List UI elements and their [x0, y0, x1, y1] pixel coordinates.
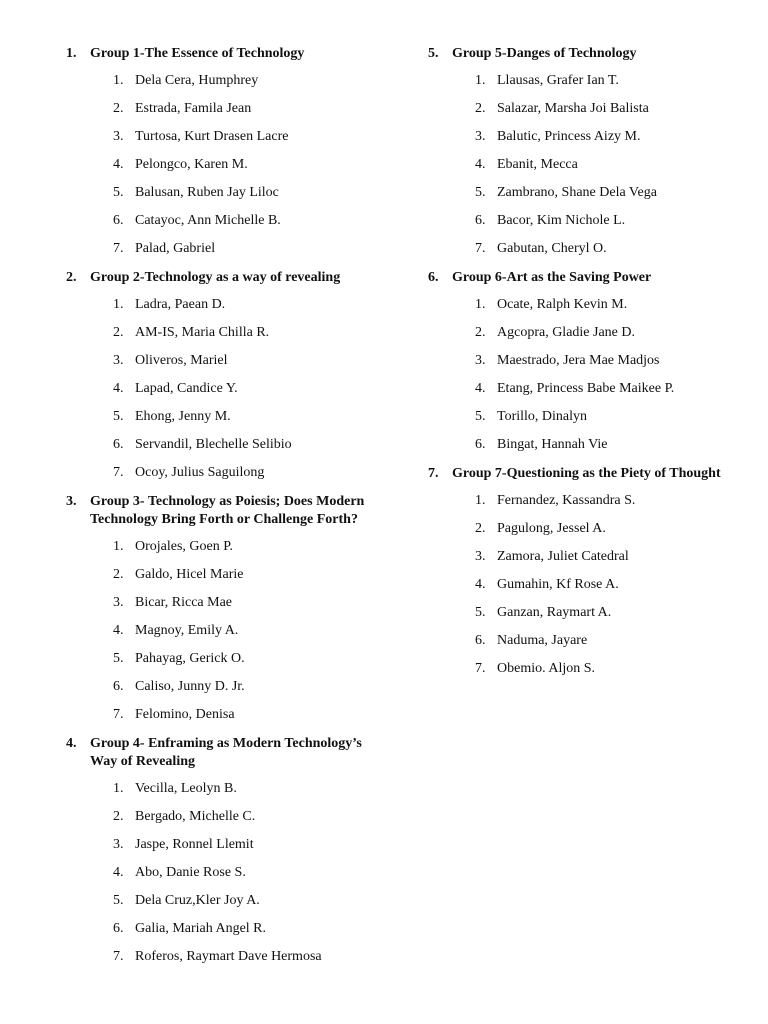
member-number: 6. [113, 437, 124, 452]
member-item [66, 678, 386, 706]
group-section [428, 268, 748, 464]
member-name: Orojales, Goen P. [135, 539, 233, 554]
group-section [428, 464, 748, 688]
group-number: 4. [66, 736, 77, 751]
member-item [66, 408, 386, 436]
member-number: 3. [475, 129, 486, 144]
member-item [66, 100, 386, 128]
member-list [66, 538, 386, 734]
member-number: 6. [475, 213, 486, 228]
member-item [66, 324, 386, 352]
member-name: Jaspe, Ronnel Llemit [135, 837, 254, 852]
member-item [66, 128, 386, 156]
member-name: Balutic, Princess Aizy M. [497, 129, 641, 144]
member-number: 7. [113, 949, 124, 964]
member-item [66, 352, 386, 380]
member-item [428, 436, 748, 464]
member-number: 5. [113, 409, 124, 424]
member-number: 4. [113, 157, 124, 172]
member-number: 7. [113, 465, 124, 480]
group-heading [428, 464, 748, 492]
member-number: 1. [113, 781, 124, 796]
member-number: 3. [475, 549, 486, 564]
member-number: 1. [113, 73, 124, 88]
member-name: Vecilla, Leolyn B. [135, 781, 237, 796]
member-item [66, 594, 386, 622]
member-item [428, 72, 748, 100]
member-item [428, 632, 748, 660]
group-title: Group 3- Technology as Poiesis; Does Modern Technology Bring Forth or Challenge Forth? [90, 494, 365, 527]
member-item [66, 566, 386, 594]
member-name: Pelongco, Karen M. [135, 157, 248, 172]
member-number: 2. [475, 521, 486, 536]
member-name: Caliso, Junny D. Jr. [135, 679, 245, 694]
member-number: 4. [113, 381, 124, 396]
member-number: 7. [475, 241, 486, 256]
member-item [428, 660, 748, 688]
member-name: Bergado, Michelle C. [135, 809, 256, 824]
group-heading [66, 44, 386, 72]
member-number: 3. [113, 595, 124, 610]
member-name: Bingat, Hannah Vie [497, 437, 608, 452]
member-name: Dela Cera, Humphrey [135, 73, 259, 88]
member-number: 2. [475, 101, 486, 116]
member-name: Ocoy, Julius Saguilong [135, 465, 265, 480]
member-number: 2. [475, 325, 486, 340]
member-item [428, 296, 748, 324]
member-item [66, 836, 386, 864]
member-item [428, 184, 748, 212]
member-name: Salazar, Marsha Joi Balista [497, 101, 649, 116]
group-heading [428, 268, 748, 296]
member-name: Lapad, Candice Y. [135, 381, 238, 396]
member-number: 6. [113, 213, 124, 228]
left-column [66, 44, 386, 976]
member-name: Ocate, Ralph Kevin M. [497, 297, 628, 312]
member-name: Abo, Danie Rose S. [135, 865, 246, 880]
member-name: Zambrano, Shane Dela Vega [497, 185, 657, 200]
member-name: Fernandez, Kassandra S. [497, 493, 636, 508]
group-title: Group 1-The Essence of Technology [90, 46, 305, 61]
member-name: Torillo, Dinalyn [497, 409, 588, 424]
member-item [428, 156, 748, 184]
member-name: Bicar, Ricca Mae [135, 595, 233, 610]
group-title: Group 2-Technology as a way of revealing [90, 270, 341, 285]
member-list [428, 296, 748, 464]
member-name: Etang, Princess Babe Maikee P. [497, 381, 675, 396]
member-number: 5. [113, 893, 124, 908]
member-item [66, 808, 386, 836]
group-section [66, 492, 386, 734]
member-name: Zamora, Juliet Catedral [497, 549, 629, 564]
member-number: 4. [113, 623, 124, 638]
member-name: Pahayag, Gerick O. [135, 651, 245, 666]
member-name: Balusan, Ruben Jay Liloc [135, 185, 279, 200]
member-number: 6. [113, 679, 124, 694]
member-name: Obemio. Aljon S. [497, 661, 596, 676]
member-number: 7. [113, 241, 124, 256]
member-item [66, 212, 386, 240]
member-name: Ebanit, Mecca [497, 157, 578, 172]
group-section [428, 44, 748, 268]
member-number: 5. [475, 185, 486, 200]
member-name: Galdo, Hicel Marie [135, 567, 244, 582]
group-title: Group 6-Art as the Saving Power [452, 270, 652, 285]
member-list [66, 780, 386, 976]
member-number: 2. [113, 567, 124, 582]
member-number: 3. [113, 837, 124, 852]
member-item [66, 156, 386, 184]
member-number: 5. [113, 651, 124, 666]
group-number: 7. [428, 466, 439, 481]
member-number: 5. [475, 409, 486, 424]
member-name: AM-IS, Maria Chilla R. [135, 325, 270, 340]
member-name: Catayoc, Ann Michelle B. [135, 213, 281, 228]
member-number: 6. [475, 633, 486, 648]
member-name: Pagulong, Jessel A. [497, 521, 606, 536]
member-name: Ganzan, Raymart A. [497, 605, 612, 620]
member-item [66, 780, 386, 808]
member-name: Estrada, Famila Jean [135, 101, 252, 116]
member-number: 2. [113, 325, 124, 340]
member-item [66, 240, 386, 268]
group-section [66, 44, 386, 268]
member-name: Llausas, Grafer Ian T. [497, 73, 619, 88]
member-item [66, 650, 386, 678]
member-name: Ladra, Paean D. [135, 297, 226, 312]
member-name: Naduma, Jayare [497, 633, 588, 648]
member-number: 7. [475, 661, 486, 676]
member-list [66, 296, 386, 492]
member-name: Ehong, Jenny M. [135, 409, 231, 424]
member-item [66, 72, 386, 100]
member-name: Agcopra, Gladie Jane D. [497, 325, 636, 340]
member-list [66, 72, 386, 268]
member-name: Turtosa, Kurt Drasen Lacre [135, 129, 289, 144]
member-item [66, 436, 386, 464]
group-number: 1. [66, 46, 77, 61]
member-item [428, 380, 748, 408]
member-name: Gabutan, Cheryl O. [497, 241, 607, 256]
member-item [428, 492, 748, 520]
member-number: 1. [475, 73, 486, 88]
member-name: Roferos, Raymart Dave Hermosa [135, 949, 322, 964]
member-item [66, 864, 386, 892]
member-item [428, 240, 748, 268]
member-item [66, 464, 386, 492]
member-number: 6. [113, 921, 124, 936]
member-item [428, 352, 748, 380]
member-number: 4. [475, 157, 486, 172]
member-item [66, 706, 386, 734]
member-item [428, 128, 748, 156]
member-name: Maestrado, Jera Mae Madjos [497, 353, 660, 368]
member-name: Gumahin, Kf Rose A. [497, 577, 619, 592]
group-heading [66, 268, 386, 296]
member-number: 5. [475, 605, 486, 620]
member-name: Galia, Mariah Angel R. [135, 921, 267, 936]
group-section [66, 268, 386, 492]
member-number: 3. [113, 353, 124, 368]
group-number: 3. [66, 494, 77, 509]
member-name: Felomino, Denisa [135, 707, 235, 722]
member-item [66, 892, 386, 920]
member-number: 1. [475, 493, 486, 508]
member-number: 1. [113, 297, 124, 312]
member-number: 3. [113, 129, 124, 144]
member-item [428, 408, 748, 436]
member-item [66, 948, 386, 976]
member-item [428, 100, 748, 128]
member-number: 1. [113, 539, 124, 554]
member-item [428, 520, 748, 548]
member-name: Palad, Gabriel [135, 241, 216, 256]
member-name: Oliveros, Mariel [135, 353, 228, 368]
member-item [428, 548, 748, 576]
member-item [428, 604, 748, 632]
member-number: 5. [113, 185, 124, 200]
member-name: Magnoy, Emily A. [135, 623, 239, 638]
member-number: 6. [475, 437, 486, 452]
group-title: Group 4- Enframing as Modern Technology’s Way of Revealing [90, 736, 362, 769]
group-heading [66, 492, 386, 538]
group-section [66, 734, 386, 976]
group-number: 2. [66, 270, 77, 285]
member-number: 7. [113, 707, 124, 722]
member-item [66, 920, 386, 948]
member-item [66, 380, 386, 408]
member-number: 4. [113, 865, 124, 880]
right-column [428, 44, 748, 688]
group-number: 6. [428, 270, 439, 285]
group-heading [66, 734, 386, 780]
member-item [428, 576, 748, 604]
member-number: 1. [475, 297, 486, 312]
member-number: 2. [113, 809, 124, 824]
member-item [66, 538, 386, 566]
member-item [66, 622, 386, 650]
group-heading [428, 44, 748, 72]
group-number: 5. [428, 46, 439, 61]
member-number: 3. [475, 353, 486, 368]
member-number: 4. [475, 381, 486, 396]
member-name: Servandil, Blechelle Selibio [135, 437, 292, 452]
member-number: 2. [113, 101, 124, 116]
member-item [428, 212, 748, 240]
member-list [428, 492, 748, 688]
member-name: Bacor, Kim Nichole L. [497, 213, 626, 228]
member-item [66, 296, 386, 324]
member-number: 4. [475, 577, 486, 592]
group-title: Group 5-Danges of Technology [452, 46, 637, 61]
member-name: Dela Cruz,Kler Joy A. [135, 893, 260, 908]
member-item [428, 324, 748, 352]
member-list [428, 72, 748, 268]
group-title: Group 7-Questioning as the Piety of Thought [452, 466, 721, 481]
member-item [66, 184, 386, 212]
